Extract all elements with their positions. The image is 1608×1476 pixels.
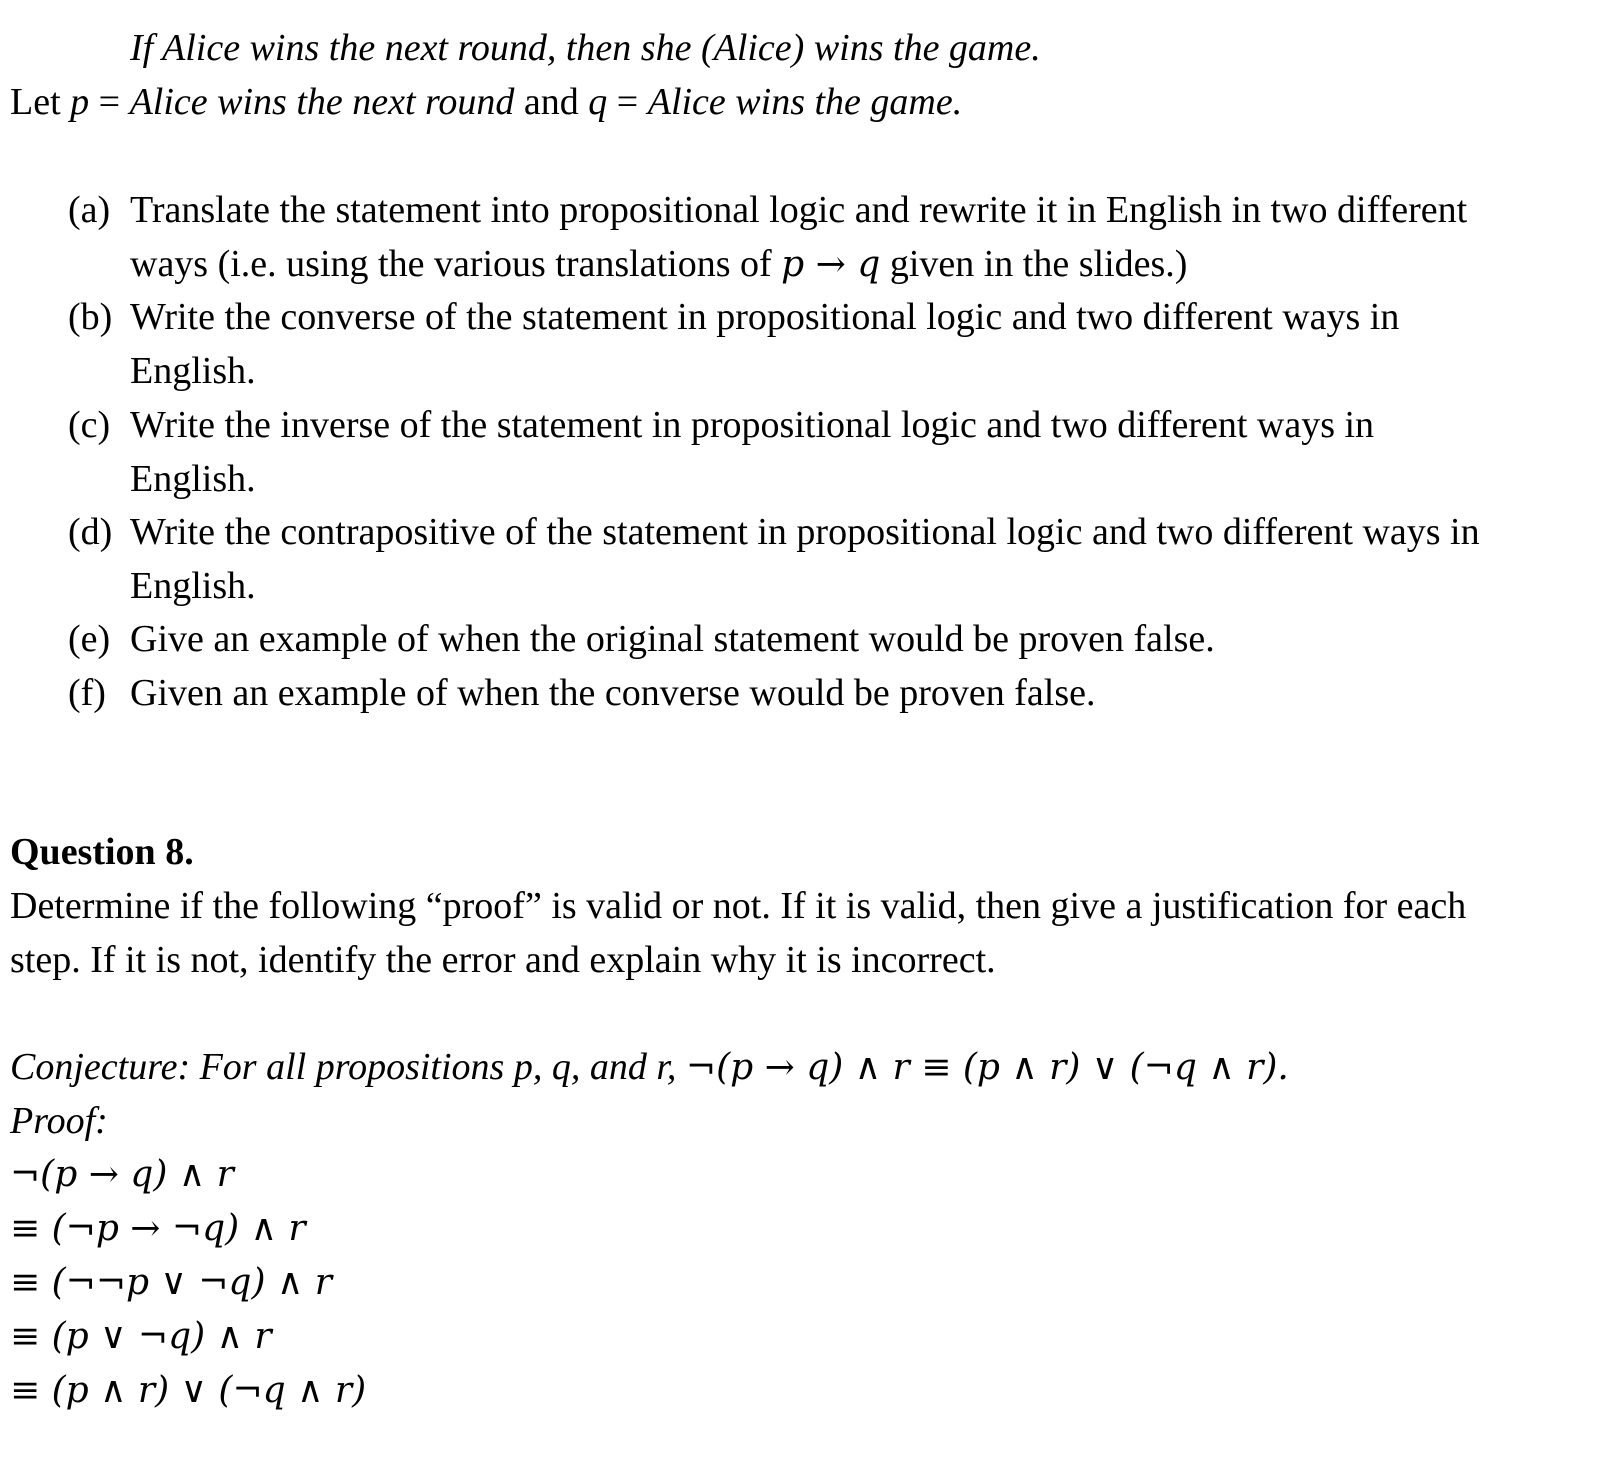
question-text-line-2: step. If it is not, identify the error and explain why it is incorrect. <box>10 939 996 981</box>
item-b-label: (b) <box>68 296 113 338</box>
proof-step-2: ≡ (¬p → ¬q) ∧ r <box>10 1208 306 1249</box>
item-c-label: (c) <box>68 404 111 446</box>
original-statement: If Alice wins the next round, then she (Alice) wins the game. <box>130 27 1041 69</box>
item-e-line-1: Give an example of when the original statement would be proven false. <box>130 618 1215 660</box>
q-symbol: q <box>588 81 608 123</box>
proof-step-1: ¬(p → q) ∧ r <box>10 1154 234 1195</box>
item-a-label: (a) <box>68 189 111 231</box>
proof-step-3: ≡ (¬¬p ∨ ¬q) ∧ r <box>10 1262 332 1303</box>
conjecture-formula: ¬(p → q) ∧ r ≡ (p ∧ r) ∨ (¬q ∧ r). <box>685 1047 1289 1088</box>
let-definition <box>10 80 962 124</box>
let-prefix: Let <box>10 81 71 123</box>
proof-step-5: ≡ (p ∧ r) ∨ (¬q ∧ r) <box>10 1370 367 1411</box>
equals-sign: = <box>89 81 130 123</box>
item-d-label: (d) <box>68 511 113 553</box>
item-b-line-1: Write the converse of the statement in propositional logic and two different ways in <box>130 296 1400 338</box>
item-f-label: (f) <box>68 672 106 714</box>
item-d-line-2: English. <box>130 565 256 607</box>
item-a-line-2-tail: given in the slides.) <box>880 243 1188 285</box>
item-a-line-2-text: ways (i.e. using the various translations of <box>130 243 782 285</box>
conjecture <box>10 1045 1289 1090</box>
q-definition: Alice wins the game. <box>647 81 963 123</box>
item-a-line-2 <box>130 242 1187 287</box>
question-title: Question 8. <box>10 831 194 873</box>
proof-label: Proof: <box>10 1100 108 1142</box>
p-definition: Alice wins the next round <box>129 81 515 123</box>
item-c-line-2: English. <box>130 458 256 500</box>
p-symbol: p <box>70 81 90 123</box>
question-text-line-1: Determine if the following “proof” is valid or not. If it is valid, then give a justification for each <box>10 885 1467 927</box>
implication-expression: p → q <box>781 244 881 285</box>
and-word: and <box>514 81 589 123</box>
item-e-label: (e) <box>68 618 111 660</box>
item-b-line-2: English. <box>130 350 256 392</box>
proof-step-4: ≡ (p ∨ ¬q) ∧ r <box>10 1316 272 1357</box>
equals-sign-2: = <box>607 81 648 123</box>
item-a-line-1: Translate the statement into propositional logic and rewrite it in English in two different <box>130 189 1468 231</box>
item-c-line-1: Write the inverse of the statement in propositional logic and two different ways in <box>130 404 1375 446</box>
conjecture-text: Conjecture: For all propositions p, q, and r, <box>10 1046 686 1088</box>
item-f-line-1: Given an example of when the converse would be proven false. <box>130 672 1096 714</box>
item-d-line-1: Write the contrapositive of the statement in propositional logic and two different ways in <box>130 511 1480 553</box>
